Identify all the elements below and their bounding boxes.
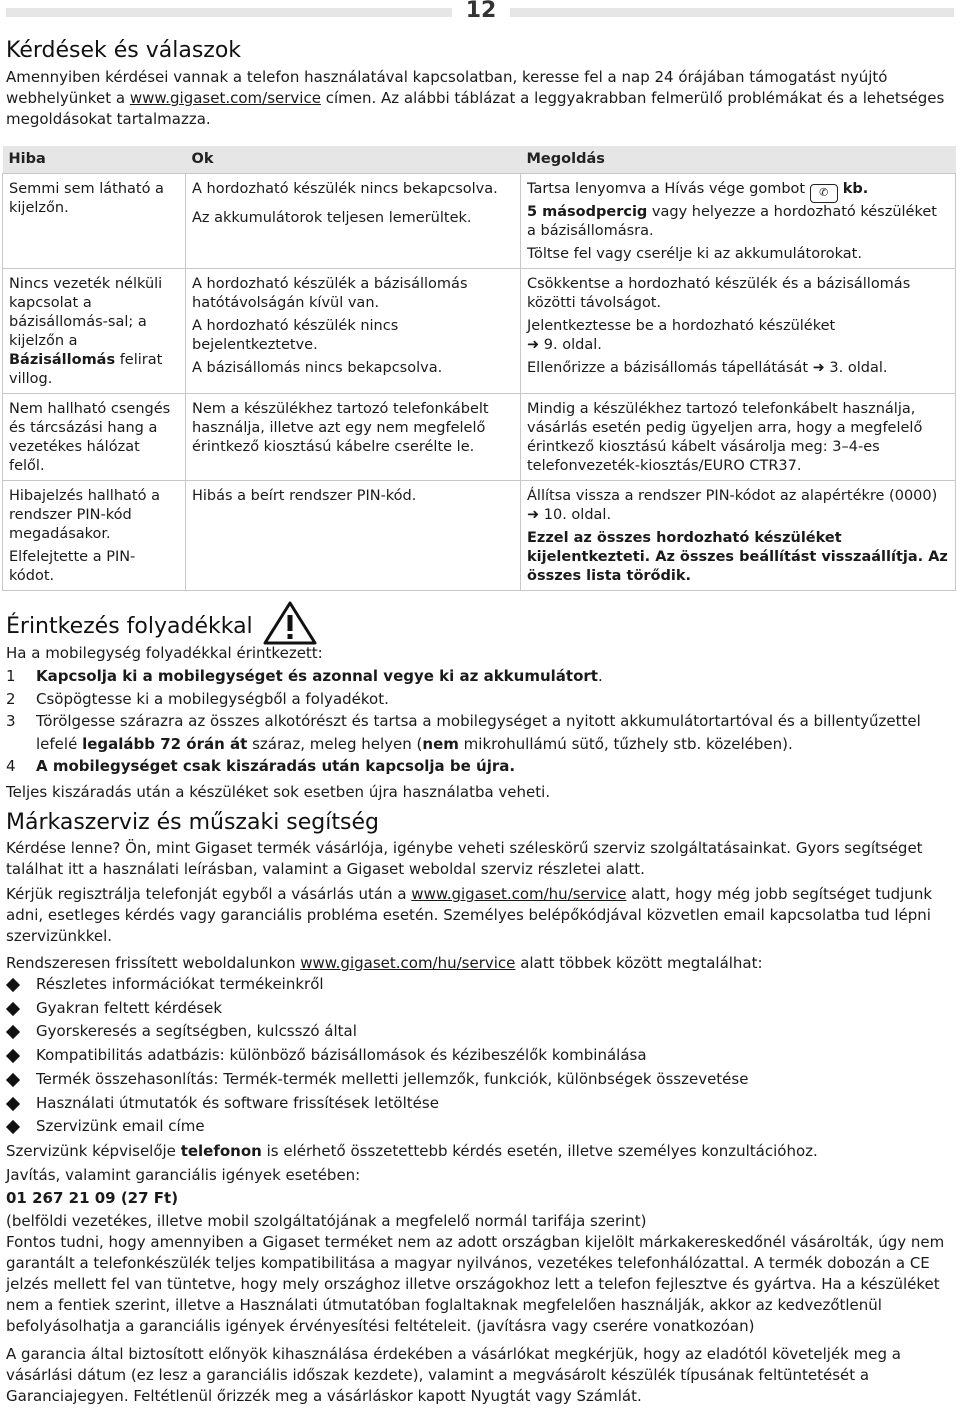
step-text: legalább 72 órán át bbox=[82, 734, 248, 753]
service-features-list bbox=[6, 973, 748, 1139]
cell-solution bbox=[521, 174, 956, 269]
step-text: Törölgesse szárazra az összes alkotórészt és tartsa a mobilegységet a nyitott akkumulátortartóval és a billentyűzettel lefelé bbox=[36, 712, 921, 753]
column-header-solution: Megoldás bbox=[521, 146, 956, 174]
table-row bbox=[3, 394, 956, 481]
error-text bbox=[9, 275, 179, 389]
cause-text: Nem a készülékhez tartozó telefonkábelt használja, illetve azt egy nem megfelelő érintkező kiosztású kábelre cserélte le. bbox=[192, 401, 489, 455]
table-row bbox=[3, 269, 956, 394]
section-title-liquid: Érintkezés folyadékkal bbox=[6, 614, 253, 639]
faq-intro bbox=[6, 67, 954, 130]
service-link-hu[interactable]: www.gigaset.com/hu/service bbox=[411, 885, 627, 903]
list-item bbox=[6, 710, 954, 755]
cause-text: Hibás a beírt rendszer PIN-kód. bbox=[192, 488, 417, 504]
error-text: Hibajelzés hallható a rendszer PIN-kód megadásakor. bbox=[9, 488, 160, 542]
paragraph-text: alatt, hogy még jobb segítséget tudjunk adni, esetleges kérdés vagy garanciális probléma esetén. Személyes belépőkódjával közvetlen email kapcsolatba tud lépni szervizünkkel. bbox=[6, 885, 933, 945]
service-link-hu[interactable]: www.gigaset.com/hu/service bbox=[300, 954, 516, 972]
section-title-faq: Kérdések és válaszok bbox=[6, 38, 242, 63]
faq-intro-text-b: címen. Az alábbi táblázat a leggyakrabban felmerülő problémákat és a lehetséges megoldásokat tartalmazza. bbox=[6, 89, 945, 128]
service-phone bbox=[6, 1188, 954, 1209]
list-item bbox=[6, 755, 954, 778]
cause-text: A hordozható készülék nincs bejelentkeztetve. bbox=[192, 318, 399, 353]
list-item bbox=[6, 1092, 748, 1116]
step-text: Csöpögtesse ki a mobilegységből a folyadékot. bbox=[36, 689, 389, 708]
service-paragraph bbox=[6, 1141, 954, 1162]
cell-cause bbox=[186, 481, 521, 591]
service-paragraph: A garancia által biztosított előnyök kihasználása érdekében a vásárlókat megkérjük, hogy az eladótól követeljék meg a vásárlási dátum (ez lesz a garanciális időszak kezdete), valamint a megvásárolt készülék típusának feltüntetését a Garanciajegyen. Feltétlenül őrizzék meg a vásárláskor kapott Nyugtát vagy Számlát. bbox=[6, 1345, 901, 1405]
diamond-bullet-icon bbox=[6, 1002, 20, 1016]
liquid-intro: Ha a mobilegység folyadékkal érintkezett: bbox=[6, 644, 323, 662]
faq-intro-text-a: Amennyiben kérdései vannak a telefon használatával kapcsolatban, keresse fel a nap 24 órájában támogatást nyújtó webhelyünket a bbox=[6, 68, 888, 107]
paragraph-text: telefonon bbox=[180, 1142, 262, 1160]
service-paragraph: Javítás, valamint garanciális igények esetében: bbox=[6, 1166, 361, 1184]
column-header-cause: Ok bbox=[186, 146, 521, 174]
arrow-right-icon: ➜ bbox=[527, 507, 540, 523]
phone-number: 01 267 21 09 (27 Ft) bbox=[6, 1189, 179, 1207]
liquid-steps bbox=[6, 665, 954, 778]
table-header-row bbox=[3, 146, 956, 174]
paragraph-text: is elérhető összetettebb kérdés esetén, illetve személyes konzultációhoz. bbox=[261, 1142, 818, 1160]
solution-warning: Ezzel az összes hordozható készüléket kijelentkezteti. Az összes beállítást visszaállítja. Az összes lista törődik. bbox=[527, 530, 948, 584]
header-bar-left bbox=[6, 8, 452, 17]
cell-error bbox=[3, 174, 186, 269]
cell-cause bbox=[186, 269, 521, 394]
page-number: 12 bbox=[465, 0, 497, 23]
cause-text: A hordozható készülék nincs bekapcsolva. bbox=[192, 181, 498, 197]
step-number: 3 bbox=[6, 712, 16, 730]
step-number: 4 bbox=[6, 757, 16, 775]
error-part: Bázisállomás bbox=[9, 352, 116, 368]
step-number: 1 bbox=[6, 667, 16, 685]
arrow-right-icon: ➜ bbox=[527, 337, 540, 353]
page-header bbox=[0, 0, 960, 26]
diamond-bullet-icon bbox=[6, 1073, 20, 1087]
step-text: mikrohullámú sütő, tűzhely stb. közelében). bbox=[458, 734, 793, 753]
cause-text: A hordozható készülék a bázisállomás hatótávolságán kívül van. bbox=[192, 276, 468, 311]
step-text: nem bbox=[422, 734, 459, 753]
solution-part: 5 másodpercig bbox=[527, 204, 648, 220]
solution-text: Csökkentse a hordozható készülék és a bázisállomás közötti távolságot. bbox=[527, 276, 911, 311]
list-item-text: Szervizünk email címe bbox=[36, 1117, 205, 1136]
step-text: Kapcsolja ki a mobilegységet és azonnal vegye ki az akkumulátort bbox=[36, 667, 598, 685]
diamond-bullet-icon bbox=[6, 1049, 20, 1063]
table-row bbox=[3, 481, 956, 591]
list-item bbox=[6, 665, 954, 688]
list-item bbox=[6, 997, 748, 1021]
page-ref: 9. oldal. bbox=[543, 337, 602, 353]
faq-table bbox=[2, 146, 956, 591]
list-item bbox=[6, 1115, 748, 1139]
cell-solution bbox=[521, 269, 956, 394]
solution-part: Jelentkeztesse be a hordozható készüléket bbox=[527, 318, 836, 334]
step-text: száraz, meleg helyen ( bbox=[247, 734, 423, 753]
solution-text bbox=[527, 487, 949, 525]
table-row bbox=[3, 174, 956, 269]
paragraph-text: Szervizünk képviselője bbox=[6, 1142, 181, 1160]
service-paragraph bbox=[6, 953, 954, 974]
step-number: 2 bbox=[6, 689, 16, 708]
solution-part: Tartsa lenyomva a Hívás vége gombot bbox=[527, 181, 806, 197]
solution-text: Töltse fel vagy cserélje ki az akkumulátorokat. bbox=[527, 246, 862, 262]
paragraph-text: Rendszeresen frissített weboldalunkon bbox=[6, 954, 301, 972]
list-item-text: Használati útmutatók és software frissítések letöltése bbox=[36, 1093, 439, 1112]
diamond-bullet-icon bbox=[6, 1025, 20, 1039]
cell-error bbox=[3, 481, 186, 591]
warning-triangle-icon bbox=[262, 600, 318, 646]
arrow-right-icon: ➜ bbox=[812, 360, 825, 376]
list-item-text: Gyakran feltett kérdések bbox=[36, 998, 223, 1017]
service-link[interactable]: www.gigaset.com/service bbox=[129, 89, 321, 107]
solution-text bbox=[527, 317, 949, 355]
step-text: A mobilegységet csak kiszáradás után kapcsolja be újra. bbox=[36, 757, 516, 775]
cause-text: A bázisállomás nincs bekapcsolva. bbox=[192, 360, 443, 376]
cell-cause bbox=[186, 394, 521, 481]
solution-text: Mindig a készülékhez tartozó telefonkábelt használja, vásárlás esetén pedig ügyeljen arra, hogy a megfelelő érintkező kiosztású kábelt vásárolja meg: 3–4-es telefonvezeték-kiosztás/EURO CTR37. bbox=[527, 401, 923, 474]
list-item-text: Kompatibilitás adatbázis: különböző bázisállomások és kézibeszélők kombinálása bbox=[36, 1046, 647, 1065]
list-item-text: Gyorskeresés a segítségben, kulcsszó által bbox=[36, 1022, 357, 1041]
cell-error bbox=[3, 269, 186, 394]
cell-solution bbox=[521, 481, 956, 591]
list-item-text: Részletes információkat termékeinkről bbox=[36, 975, 324, 993]
page-ref: 3. oldal. bbox=[829, 360, 888, 376]
list-item-text: Termék összehasonlítás: Termék-termék melletti jellemzők, funkciók, különbségek összevetése bbox=[36, 1069, 749, 1088]
cell-cause bbox=[186, 174, 521, 269]
solution-text bbox=[527, 359, 949, 378]
liquid-outro: Teljes kiszáradás után a készüléket sok esetben újra használatba veheti. bbox=[6, 783, 551, 801]
header-bar-right bbox=[510, 8, 954, 17]
solution-part: kb. bbox=[837, 181, 869, 197]
cause-text: Az akkumulátorok teljesen lemerültek. bbox=[192, 210, 472, 226]
section-title-service: Márkaszerviz és műszaki segítség bbox=[6, 810, 379, 835]
solution-text bbox=[527, 529, 949, 586]
diamond-bullet-icon bbox=[6, 1096, 20, 1110]
diamond-bullet-icon bbox=[6, 978, 20, 992]
step-text: . bbox=[597, 667, 603, 685]
solution-part: Ellenőrizze a bázisállomás tápellátását bbox=[527, 360, 809, 376]
column-header-error: Hiba bbox=[3, 146, 186, 174]
error-part: Nincs vezeték nélküli kapcsolat a bázisállomás-sal; a kijelzőn a bbox=[9, 276, 163, 349]
error-part: felirat villog. bbox=[9, 352, 163, 387]
page-ref: 10. oldal. bbox=[543, 507, 612, 523]
service-paragraph bbox=[6, 884, 954, 947]
cell-error bbox=[3, 394, 186, 481]
end-call-key-icon: ✆ bbox=[810, 184, 838, 203]
list-item bbox=[6, 973, 748, 997]
list-item bbox=[6, 1044, 748, 1068]
paragraph-text: alatt többek között megtalálhat: bbox=[515, 954, 763, 972]
error-text: Nem hallható csengés és tárcsázási hang a vezetékes hálózat felől. bbox=[9, 401, 171, 474]
list-item bbox=[6, 688, 954, 711]
diamond-bullet-icon bbox=[6, 1120, 20, 1134]
cell-solution bbox=[521, 394, 956, 481]
solution-text bbox=[527, 180, 949, 241]
list-item bbox=[6, 1020, 748, 1044]
list-item bbox=[6, 1068, 748, 1092]
error-text: Elfelejtette a PIN-kódot. bbox=[9, 549, 136, 584]
service-paragraph: (belföldi vezetékes, illetve mobil szolgáltatójának a megfelelő normál tarifája szerint) bbox=[6, 1212, 647, 1230]
service-paragraph: Kérdése lenne? Ön, mint Gigaset termék vásárlója, igénybe veheti széleskörű szerviz szolgáltatásainkat. Gyors segítséget találhat itt a használati leírásban, valamint a Gigaset weboldal szerviz részletei alatt. bbox=[6, 839, 923, 878]
service-paragraph: Fontos tudni, hogy amennyiben a Gigaset terméket nem az adott országban kijelölt márkakereskedőnél vásárolták, úgy nem garantált a telefonkészülék teljes kompatibilitása a magyar nyilvános, vezetékes telefonhálózattal. A termék dobozán a CE jelzés mellett fel van tüntetve, hogy mely országhoz illetve országokhoz lett a telefon fejlesztve és gyártva. Ha a készüléket nem a fentiek szerint, illetve a Használati útmutatóban foglaltaknak megfelelően használják, akkor az kedvezőtlenül befolyásolhatja a garanciális igények érvényesítési feltételeit. (javításra vagy cserére vonatkozóan) bbox=[6, 1233, 945, 1335]
error-text: Semmi sem látható a kijelzőn. bbox=[9, 181, 164, 216]
solution-part: Állítsa vissza a rendszer PIN-kódot az alapértékre (0000) bbox=[527, 488, 938, 504]
solution-part: vagy helyezze a hordozható készüléket a bázisállomásra. bbox=[527, 204, 937, 239]
paragraph-text: Kérjük regisztrálja telefonját egyből a vásárlás után a bbox=[6, 885, 412, 903]
